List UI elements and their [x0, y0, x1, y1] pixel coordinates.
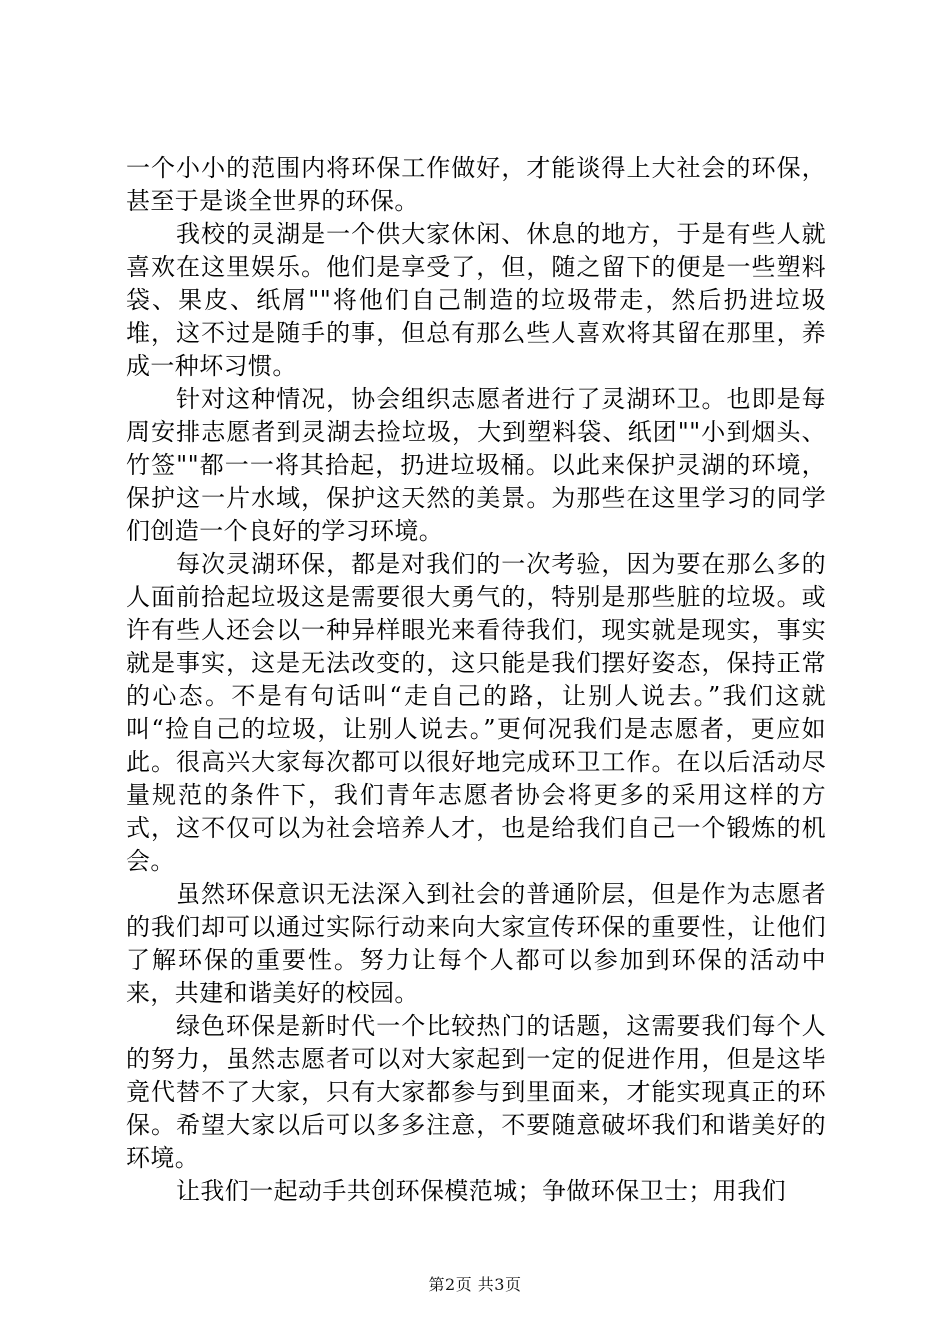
- paragraph-6: 绿色环保是新时代一个比较热门的话题，这需要我们每个人的努力，虽然志愿者可以对大家起到一定的促进作用，但是这毕竟代替不了大家，只有大家都参与到里面来，才能实现真正的环保。希望大家以后可以多多注意，不要随意破坏我们和谐美好的环境。: [126, 1012, 826, 1172]
- paragraph-4: 每次灵湖环保，都是对我们的一次考验，因为要在那么多的人面前拾起垃圾这是需要很大勇气的，特别是那些脏的垃圾。或许有些人还会以一种异样眼光来看待我们，现实就是现实，事实就是事实，这是无法改变的，这只能是我们摆好姿态，保持正常的心态。不是有句话叫“走自己的路，让别人说去。”我们这就叫“捡自己的垃圾，让别人说去。”更何况我们是志愿者，更应如此。很高兴大家每次都可以很好地完成环卫工作。在以后活动尽量规范的条件下，我们青年志愿者协会将更多的采用这样的方式，这不仅可以为社会培养人才，也是给我们自己一个锻炼的机会。: [126, 550, 826, 875]
- paragraph-5: 虽然环保意识无法深入到社会的普通阶层，但是作为志愿者的我们却可以通过实际行动来向大家宣传环保的重要性，让他们了解环保的重要性。努力让每个人都可以参加到环保的活动中来，共建和谐美好的校园。: [126, 880, 826, 1007]
- document-body: [126, 152, 826, 1208]
- page-number-label: 第2页 共3页: [428, 1275, 522, 1294]
- paragraph-7: 让我们一起动手共创环保模范城；争做环保卫士；用我们: [176, 1177, 786, 1205]
- paragraph-3: 针对这种情况，协会组织志愿者进行了灵湖环卫。也即是每周安排志愿者到灵湖去捡垃圾，大到塑料袋、纸团""小到烟头、竹签""都一一将其拾起，扔进垃圾桶。以此来保护灵湖的环境，保护这一片水域，保护这天然的美景。为那些在这里学习的同学们创造一个良好的学习环境。: [126, 385, 826, 545]
- paragraph-2: 我校的灵湖是一个供大家休闲、休息的地方，于是有些人就喜欢在这里娱乐。他们是享受了，但，随之留下的便是一些塑料袋、果皮、纸屑""将他们自己制造的垃圾带走，然后扔进垃圾堆，这不过是随手的事，但总有那么些人喜欢将其留在那里，养成一种坏习惯。: [126, 220, 826, 380]
- paragraph-1: 一个小小的范围内将环保工作做好，才能谈得上大社会的环保，甚至于是谈全世界的环保。: [126, 154, 826, 215]
- page-footer: [0, 1272, 950, 1295]
